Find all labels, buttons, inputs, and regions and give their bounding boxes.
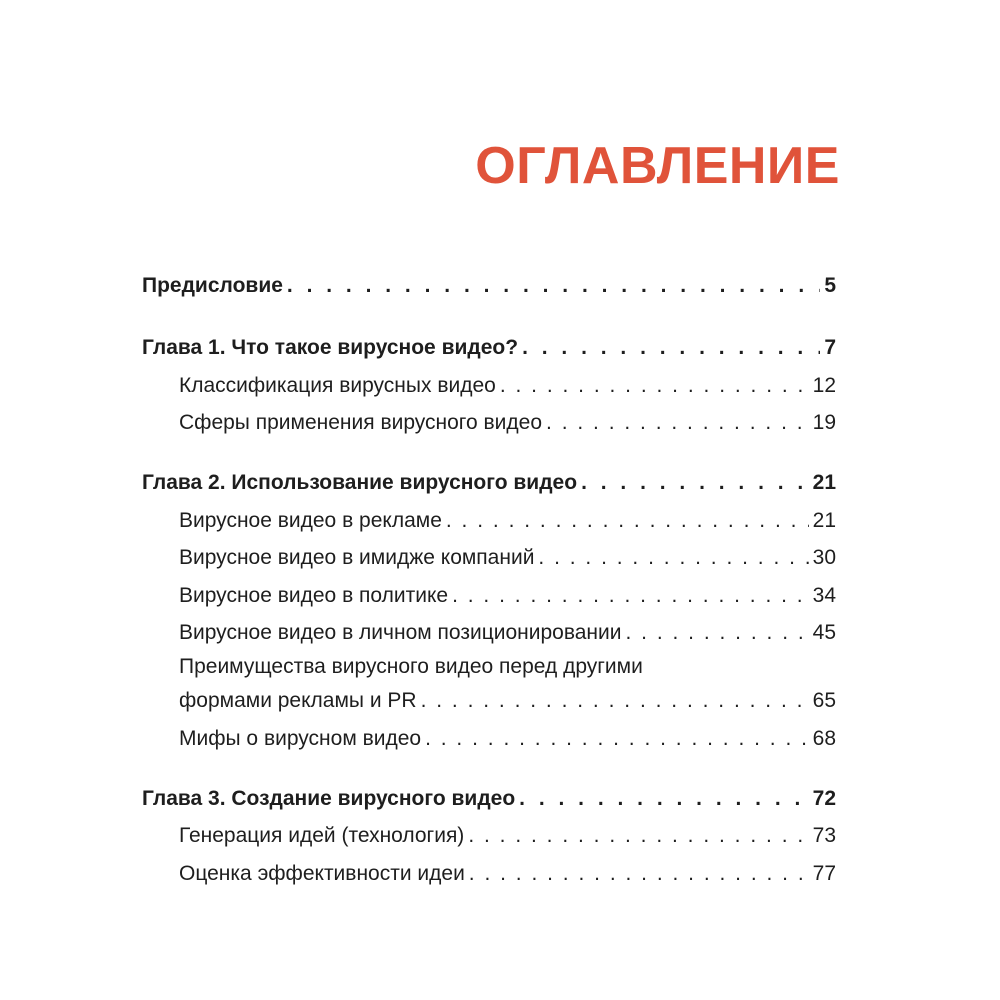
toc-entry-label: Генерация идей (технология)	[179, 824, 465, 847]
toc-entry-personal-positioning	[179, 622, 836, 643]
toc-entry-label: Классификация вирусных видео	[179, 374, 496, 397]
dot-leader	[538, 547, 808, 568]
toc-entry-chapter-1	[142, 337, 836, 358]
toc-entry-label: Глава 3. Создание вирусного видео	[142, 787, 516, 810]
dot-leader	[500, 375, 809, 396]
toc-entry-page: 21	[812, 471, 836, 494]
toc-entry-page: 65	[812, 689, 836, 712]
toc-entry-label: формами рекламы и PR	[179, 689, 417, 712]
toc-entry-classification	[179, 375, 836, 396]
dot-leader	[446, 510, 809, 531]
toc-entry-advertising	[179, 510, 836, 531]
toc-entry-label: Вирусное видео в политике	[179, 584, 449, 607]
toc-entry-idea-evaluation	[179, 863, 836, 884]
toc-entry-page: 5	[824, 274, 836, 297]
toc-entry-page: 21	[812, 509, 836, 532]
toc-entry-chapter-3	[142, 788, 836, 809]
toc-entry-page: 45	[812, 621, 836, 644]
dot-leader	[519, 788, 808, 809]
dot-leader	[546, 412, 809, 433]
toc-entry-label: Вирусное видео в имидже компаний	[179, 546, 535, 569]
toc-entry-label: Сферы применения вирусного видео	[179, 411, 543, 434]
toc-entry-spheres	[179, 412, 836, 433]
toc-entry-politics	[179, 585, 836, 606]
toc-entry-company-image	[179, 547, 836, 568]
dot-leader	[468, 825, 808, 846]
toc-entry-page: 73	[812, 824, 836, 847]
toc-entry-page: 68	[812, 727, 836, 750]
dot-leader	[421, 690, 809, 711]
toc-entry-label: Мифы о вирусном видео	[179, 727, 422, 750]
dot-leader	[452, 585, 809, 606]
dot-leader	[522, 337, 820, 358]
dot-leader	[425, 728, 809, 749]
toc-entry-page: 30	[812, 546, 836, 569]
toc-entry-label: Вирусное видео в рекламе	[179, 509, 442, 532]
dot-leader	[581, 472, 809, 493]
toc-entry-advantages	[179, 655, 836, 712]
toc-entry-myths	[179, 728, 836, 749]
dot-leader	[626, 622, 809, 643]
toc-entry-page: 72	[812, 787, 836, 810]
toc-entry-label: Предисловие	[142, 274, 283, 297]
toc-entry-label-line1: Преимущества вирусного видео перед другими	[179, 655, 643, 678]
toc-entry-page: 12	[812, 374, 836, 397]
dot-leader	[287, 275, 820, 296]
toc-entry-chapter-2	[142, 472, 836, 493]
toc-entry-page: 77	[812, 862, 836, 885]
dot-leader	[469, 863, 809, 884]
toc-entry-label: Глава 2. Использование вирусного видео	[142, 471, 578, 494]
page-title: ОГЛАВЛЕНИЕ	[475, 137, 840, 195]
toc-entry-page: 7	[824, 336, 836, 359]
toc-entry-page: 34	[812, 584, 836, 607]
toc-entry-page: 19	[812, 411, 836, 434]
toc-entry-idea-generation	[179, 825, 836, 846]
toc-entry-label: Вирусное видео в личном позиционировании	[179, 621, 622, 644]
toc-entry-label: Оценка эффективности идеи	[179, 862, 465, 885]
toc-entry-preface	[142, 275, 836, 296]
toc-entry-label: Глава 1. Что такое вирусное видео?	[142, 336, 519, 359]
